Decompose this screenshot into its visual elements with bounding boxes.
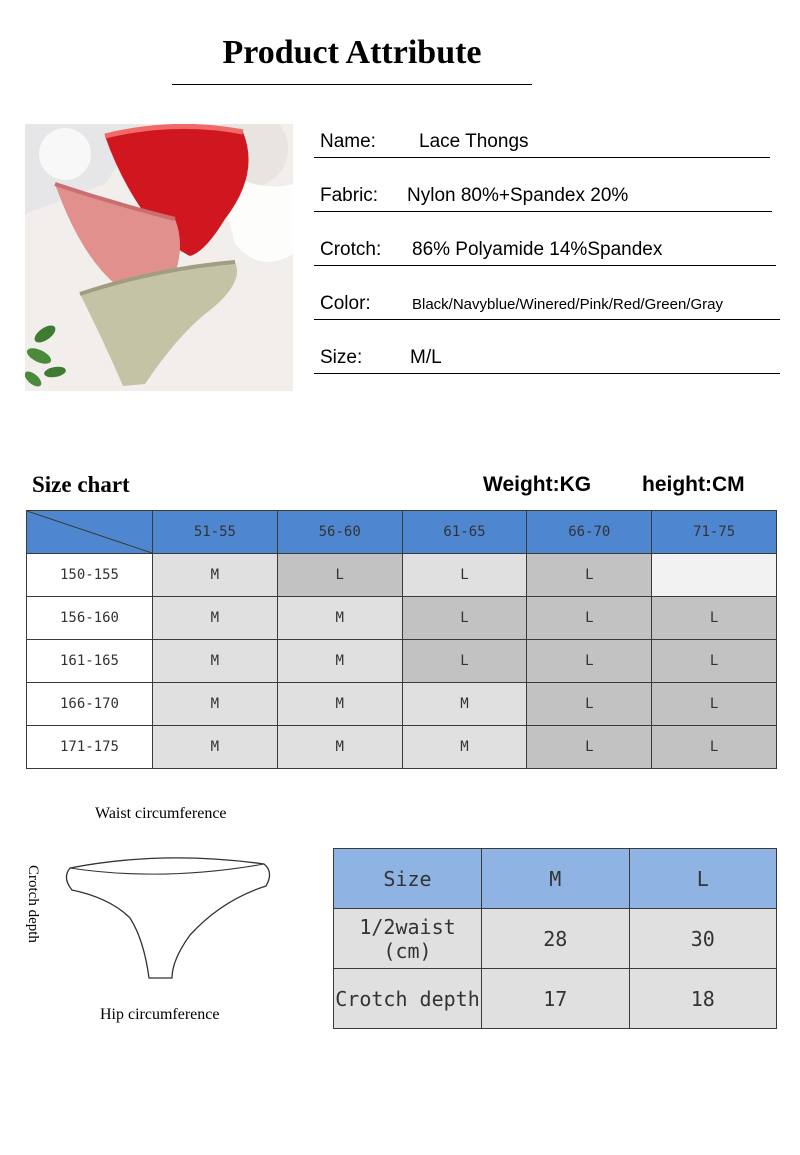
table-row	[27, 554, 777, 597]
size-cell: L	[402, 554, 527, 597]
size-cell: M	[153, 597, 278, 640]
measure-header-cell: M	[482, 849, 630, 909]
size-cell: M	[277, 640, 402, 683]
weight-unit-label: Weight:KG	[483, 473, 592, 496]
size-chart-header-row	[27, 511, 777, 554]
size-cell: L	[527, 554, 652, 597]
size-cell: M	[153, 640, 278, 683]
attr-size-label: Size:	[320, 347, 363, 368]
size-cell: L	[527, 726, 652, 769]
table-row	[334, 969, 777, 1029]
size-cell: M	[277, 683, 402, 726]
size-cell: M	[277, 597, 402, 640]
weight-column-header: 56-60	[277, 511, 402, 554]
hip-circumference-label: Hip circumference	[100, 1006, 220, 1023]
measure-cell: 30	[629, 909, 777, 969]
size-cell: L	[652, 683, 777, 726]
size-chart-table	[26, 510, 777, 769]
attr-fabric-value: Nylon 80%+Spandex 20%	[407, 185, 629, 206]
table-row	[27, 640, 777, 683]
table-row	[27, 597, 777, 640]
size-cell: L	[652, 640, 777, 683]
attr-fabric-row	[314, 172, 772, 212]
weight-column-header: 66-70	[527, 511, 652, 554]
size-cell: M	[153, 554, 278, 597]
attr-color-row	[314, 280, 780, 320]
size-cell: M	[402, 726, 527, 769]
waist-circumference-label: Waist circumference	[95, 805, 227, 822]
attr-name-row	[314, 118, 770, 158]
size-cell: L	[277, 554, 402, 597]
thong-outline-diagram	[22, 800, 302, 1035]
attr-size-value: M/L	[410, 347, 442, 368]
measure-cell: 17	[482, 969, 630, 1029]
weight-column-header: 61-65	[402, 511, 527, 554]
attr-divider	[314, 319, 780, 320]
measure-cell: 18	[629, 969, 777, 1029]
attr-crotch-label: Crotch:	[320, 239, 382, 260]
size-cell: L	[527, 597, 652, 640]
size-cell: L	[527, 683, 652, 726]
weight-column-header: 71-75	[652, 511, 777, 554]
measure-header-cell: Size	[334, 849, 482, 909]
crotch-depth-label: Crotch depth	[25, 865, 41, 943]
size-chart-corner	[27, 511, 153, 554]
measure-header-cell: L	[629, 849, 777, 909]
height-unit-label: height:CM	[642, 473, 745, 496]
attr-color-value: Black/Navyblue/Winered/Pink/Red/Green/Gray	[412, 296, 723, 313]
height-row-header: 171-175	[27, 726, 153, 769]
attr-fabric-label: Fabric:	[320, 185, 379, 206]
attr-color-label: Color:	[320, 293, 371, 314]
attr-size-row	[314, 334, 780, 374]
size-cell: M	[277, 726, 402, 769]
measure-row-label: 1/2waist (cm)	[334, 909, 482, 969]
attr-divider	[314, 157, 770, 158]
height-row-header: 161-165	[27, 640, 153, 683]
measurement-header-row	[334, 849, 777, 909]
size-cell: M	[153, 683, 278, 726]
table-row	[334, 909, 777, 969]
size-cell: M	[402, 683, 527, 726]
size-cell: L	[527, 640, 652, 683]
weight-column-header: 51-55	[153, 511, 278, 554]
title-underline	[172, 84, 532, 85]
size-cell: L	[652, 597, 777, 640]
size-cell	[652, 554, 777, 597]
attr-name-value: Lace Thongs	[419, 131, 529, 152]
size-cell: L	[402, 597, 527, 640]
attr-divider	[314, 373, 780, 374]
height-row-header: 150-155	[27, 554, 153, 597]
attr-name-label: Name:	[320, 131, 376, 152]
size-chart-title: Size chart	[32, 472, 130, 497]
size-cell: M	[153, 726, 278, 769]
attr-divider	[314, 265, 776, 266]
height-row-header: 166-170	[27, 683, 153, 726]
table-row	[27, 683, 777, 726]
size-cell: L	[402, 640, 527, 683]
attr-crotch-row	[314, 226, 776, 266]
measurement-table	[333, 848, 777, 1029]
attr-divider	[314, 211, 772, 212]
height-row-header: 156-160	[27, 597, 153, 640]
measure-row-label: Crotch depth	[334, 969, 482, 1029]
table-row	[27, 726, 777, 769]
product-photo	[25, 124, 293, 391]
page-title: Product Attribute	[222, 34, 482, 71]
size-cell: L	[652, 726, 777, 769]
measure-cell: 28	[482, 909, 630, 969]
attr-crotch-value: 86% Polyamide 14%Spandex	[412, 239, 663, 260]
